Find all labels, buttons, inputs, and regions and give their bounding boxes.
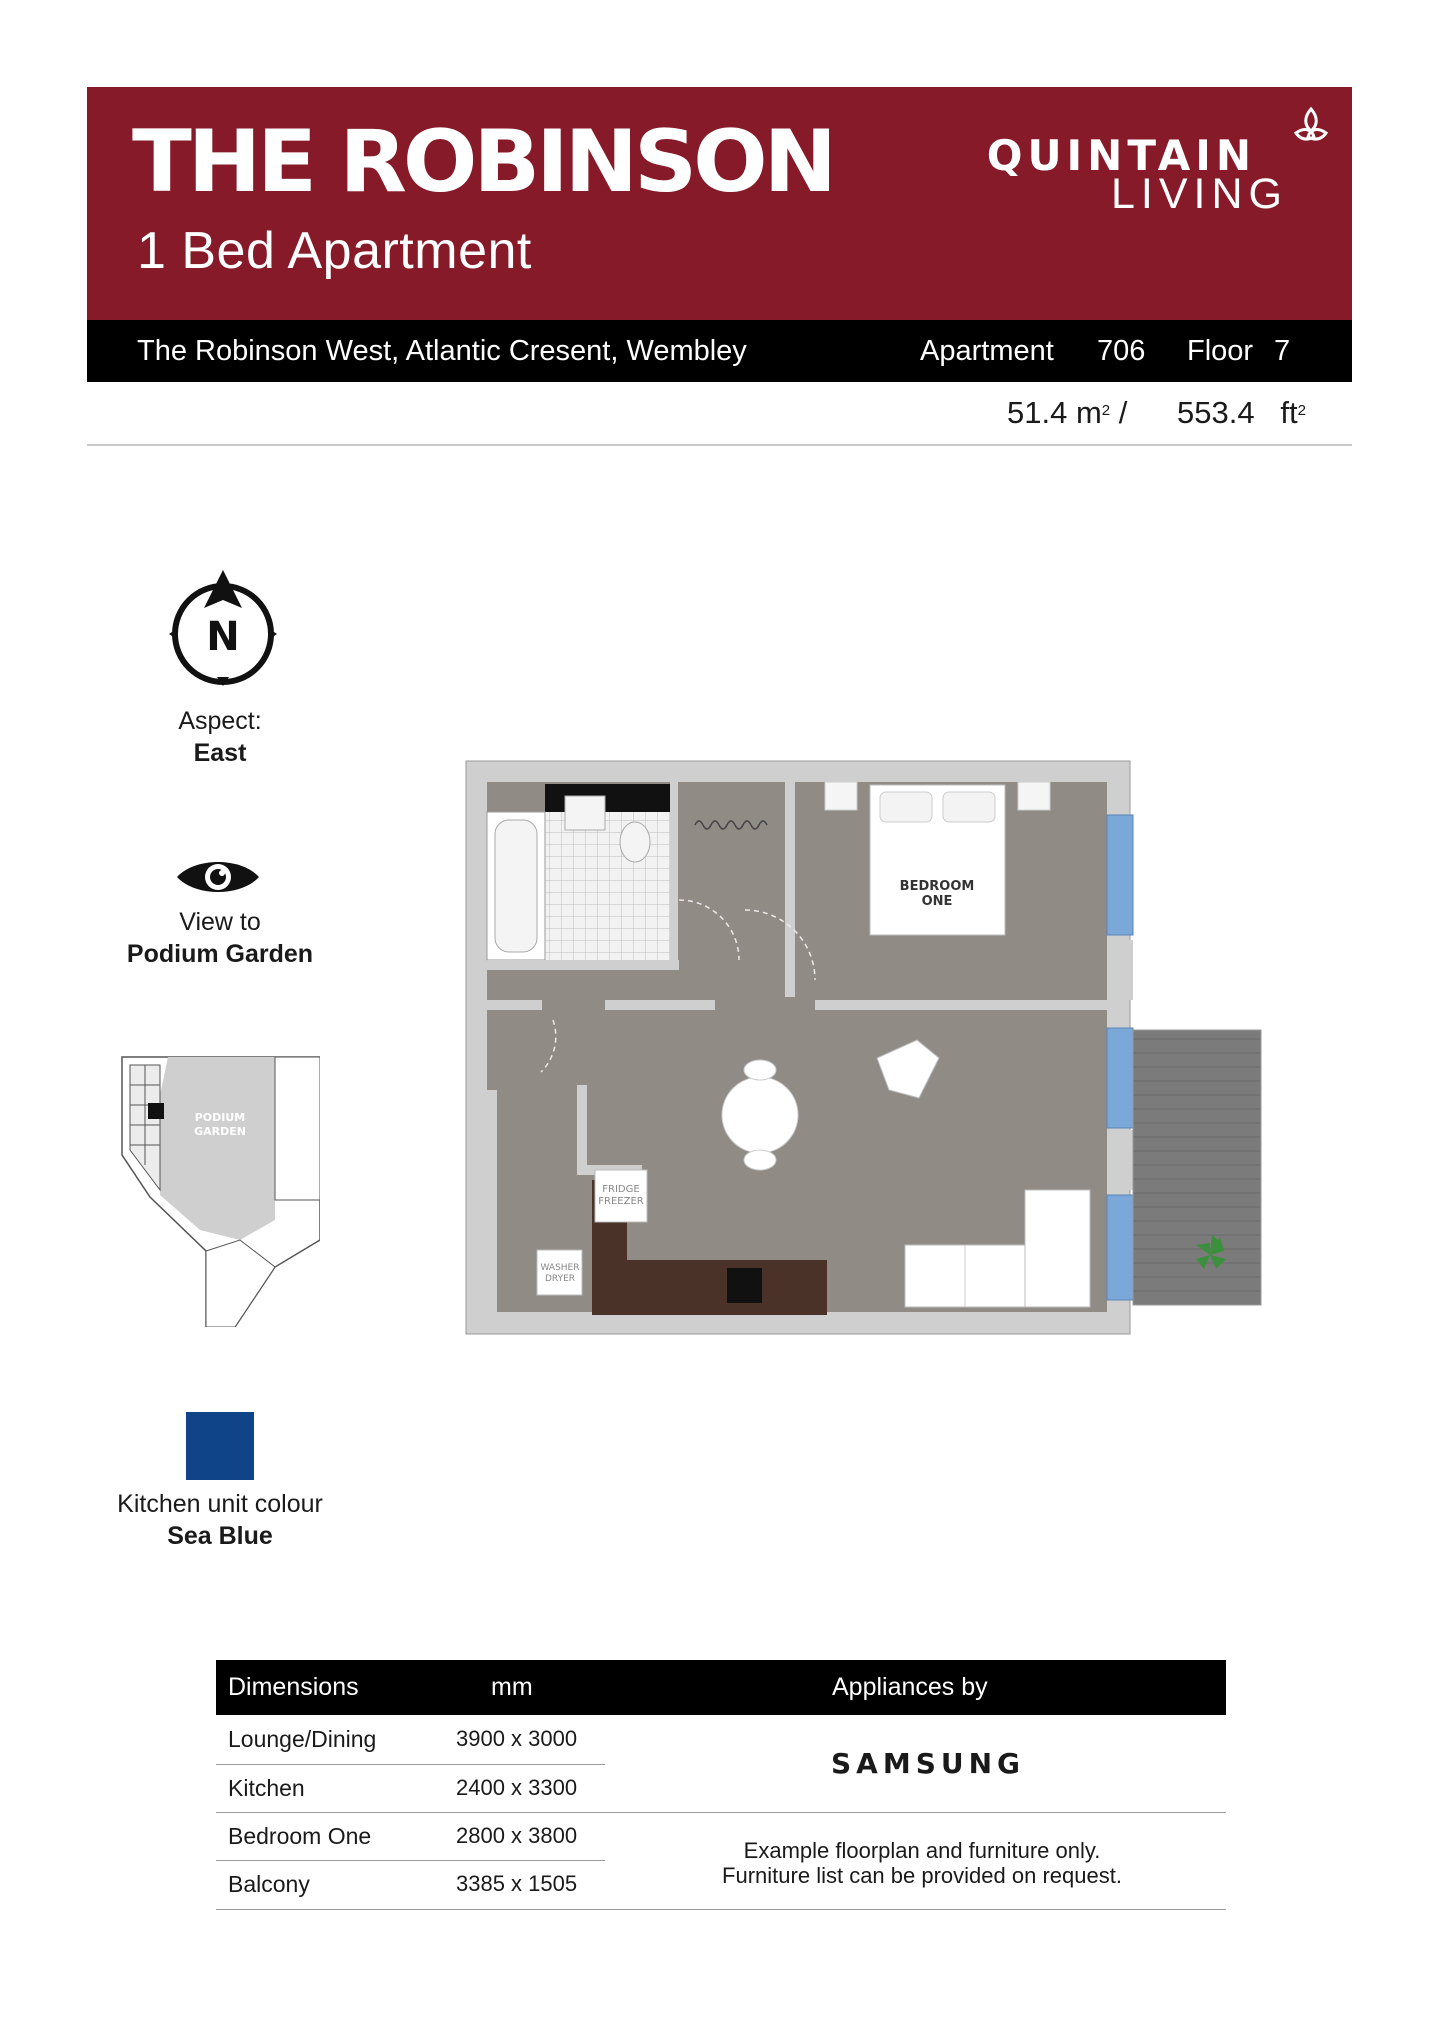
- floor-plan: [465, 760, 1265, 1340]
- building-title: THE ROBINSON: [132, 112, 833, 212]
- compass-letter: N: [206, 614, 240, 660]
- compass-icon: [166, 566, 282, 686]
- svg-text:FRIDGE: FRIDGE: [602, 1184, 640, 1195]
- apartment-label: Apartment: [920, 335, 1054, 367]
- apartment-number: 706: [1097, 335, 1146, 367]
- table-header: Dimensions mm Appliances by: [216, 1660, 1226, 1715]
- kitchen-colour-swatch: [186, 1412, 254, 1480]
- area-sqm: 51.4 $m^2$ /: [1007, 395, 1128, 430]
- disclaimer-note: Example floorplan and furniture only. Furniture list can be provided on request.: [722, 1838, 1122, 1888]
- svg-text:PODIUM: PODIUM: [194, 1111, 246, 1124]
- brand-name: QUINTAIN: [986, 131, 1256, 180]
- svg-text:ONE: ONE: [921, 894, 953, 909]
- bedroom-label: BEDROOM: [899, 879, 975, 894]
- address: The Robinson West, Atlantic Cresent, Wembley: [137, 335, 747, 367]
- divider: [87, 444, 1352, 446]
- eye-icon: [175, 855, 261, 899]
- svg-text:FREEZER: FREEZER: [598, 1196, 644, 1207]
- view-caption: View to Podium Garden: [126, 908, 314, 968]
- appliance-brand-logo: SAMSUNG: [831, 1747, 1026, 1780]
- info-bar: [87, 320, 1352, 382]
- table-row: Bedroom One 2800 x 3800: [228, 1823, 578, 1849]
- brand-logo-icon: [1288, 103, 1334, 149]
- aspect-caption: Aspect: East: [178, 707, 262, 767]
- svg-text:DRYER: DRYER: [544, 1274, 576, 1284]
- floor-label: Floor: [1187, 335, 1254, 367]
- table-row: Kitchen 2400 x 3300: [228, 1775, 578, 1801]
- kitchen-colour-caption: Kitchen unit colour Sea Blue: [117, 1490, 323, 1550]
- apartment-type: 1 Bed Apartment: [137, 222, 532, 280]
- table-row: Balcony 3385 x 1505: [228, 1871, 578, 1897]
- header-banner: [87, 87, 1352, 320]
- area-sqft: 553.4 $ft^2$: [1177, 395, 1306, 430]
- table-row: Lounge/Dining 3900 x 3000: [228, 1726, 578, 1752]
- brand-subname: LIVING: [1111, 170, 1288, 218]
- area-separator: /: [1118, 395, 1128, 430]
- svg-text:GARDEN: GARDEN: [194, 1125, 246, 1138]
- site-plan: [120, 1055, 320, 1327]
- floor-number: 7: [1274, 335, 1291, 367]
- svg-text:WASHER: WASHER: [540, 1263, 580, 1273]
